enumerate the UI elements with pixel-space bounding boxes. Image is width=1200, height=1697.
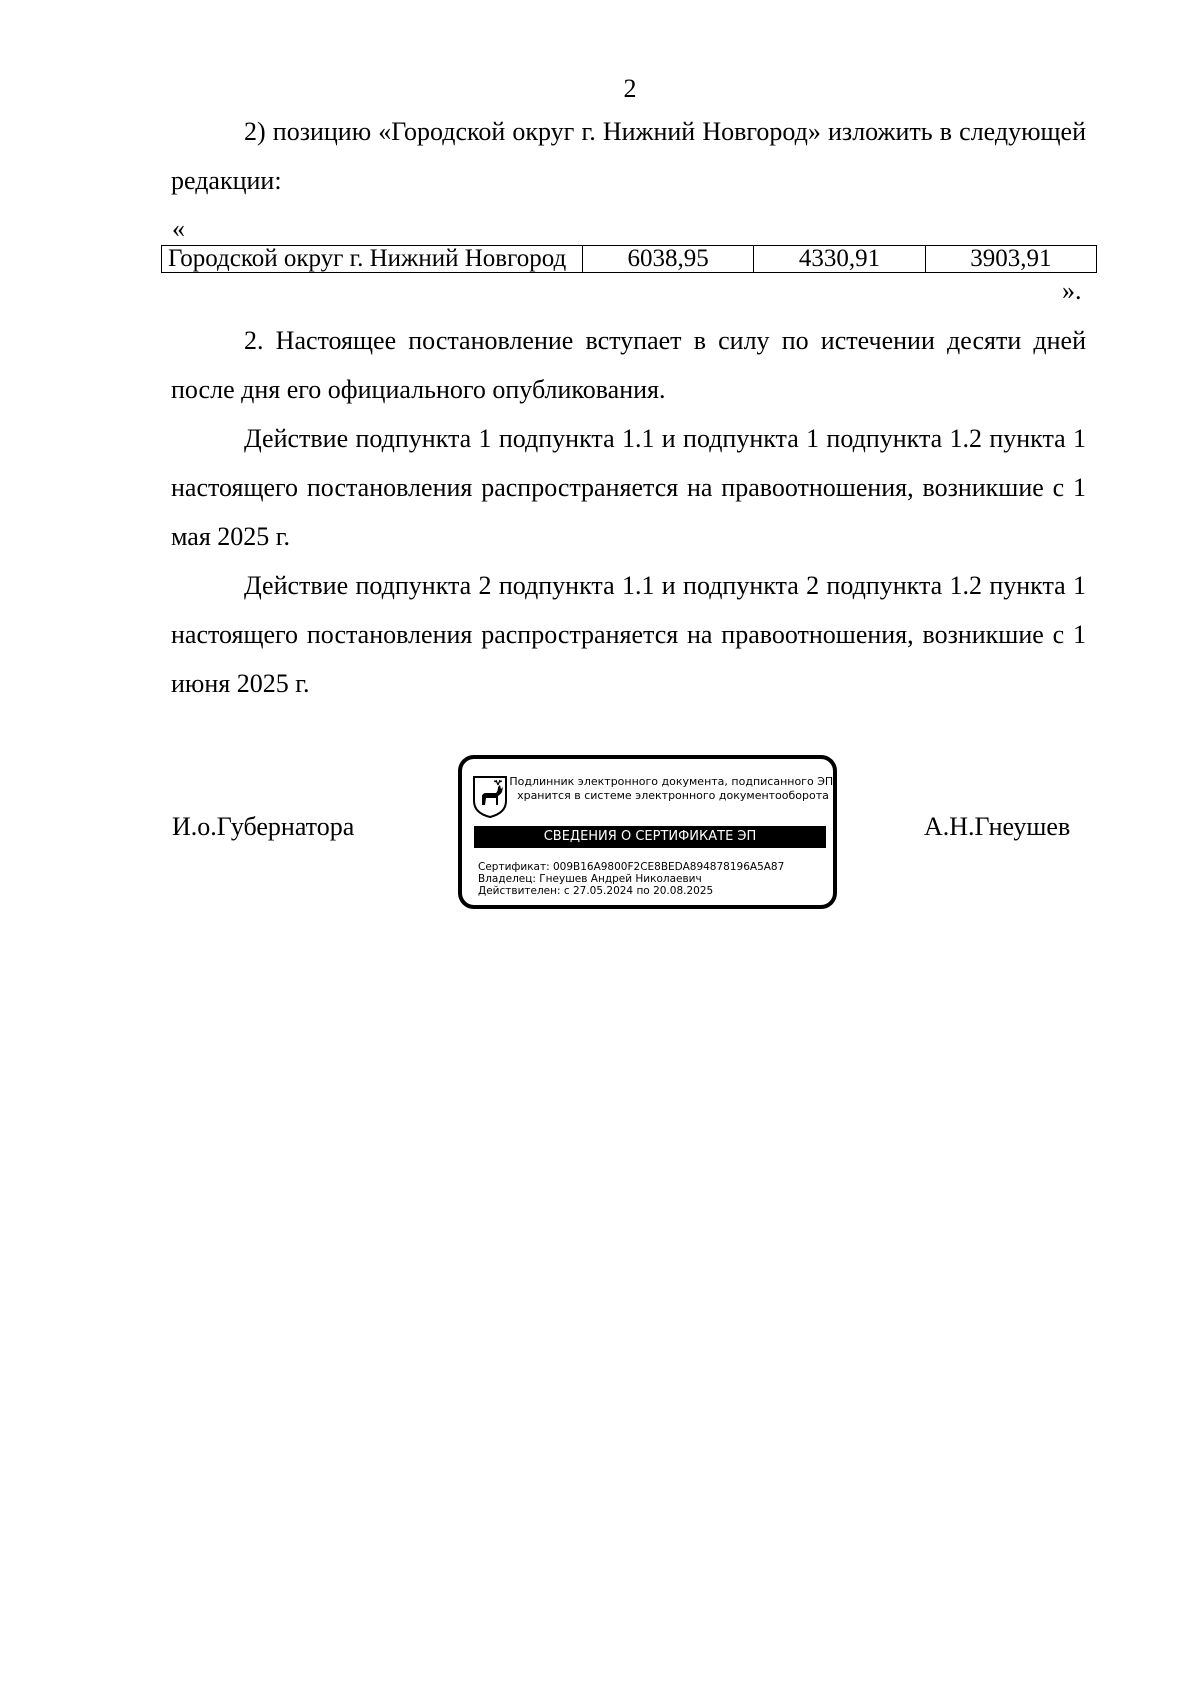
table-cell-value-3: 3903,91: [925, 246, 1096, 273]
paragraph-june: Действие подпункта 2 подпункта 1.1 и подпункта 2 подпункта 1.2 пункта 1 настоящего постановления распространяется на правоотношения, возникшие с 1 июня 2025 г.: [171, 571, 1086, 698]
deer-coat-of-arms-icon: [472, 775, 508, 819]
stamp-certificate-band: СВЕДЕНИЯ О СЕРТИФИКАТЕ ЭП: [474, 826, 826, 848]
stamp-header-line-1: Подлинник электронного документа, подписанного ЭП,: [509, 775, 837, 788]
stamp-certificate: Сертификат: 009B16A9800F2CE8BEDA894878196A5A87: [478, 861, 785, 873]
position-table: [161, 245, 1097, 273]
item-2-text: 2) позицию «Городской округ г. Нижний Новгород» изложить в следующей редакции:: [171, 117, 1086, 195]
table-cell-name: Городской округ г. Нижний Новгород: [162, 246, 583, 273]
stamp-header-line-2: хранится в системе электронного документооборота: [517, 789, 829, 802]
stamp-owner: Владелец: Гнеушев Андрей Николаевич: [478, 873, 702, 885]
table-cell-value-2: 4330,91: [754, 246, 925, 273]
electronic-signature-stamp: [458, 755, 837, 909]
page-number: 2: [623, 74, 637, 103]
paragraph-may: Действие подпункта 1 подпункта 1.1 и подпункта 1 подпункта 1.2 пункта 1 настоящего постановления распространяется на правоотношения, возникшие с 1 мая 2025 г.: [171, 424, 1086, 551]
quote-close: ».: [1062, 276, 1082, 305]
signer-name: А.Н.Гнеушев: [924, 812, 1071, 841]
table-row: [162, 246, 1097, 273]
stamp-header: [508, 775, 838, 803]
signer-title: И.о.Губернатора: [172, 812, 355, 841]
stamp-validity: Действителен: с 27.05.2024 по 20.08.2025: [478, 885, 714, 897]
table-cell-value-1: 6038,95: [583, 246, 754, 273]
quote-open: «: [172, 214, 185, 243]
paragraph-effective-date: 2. Настоящее постановление вступает в силу по истечении десяти дней после дня его официального опубликования.: [171, 326, 1086, 404]
stamp-details: [478, 861, 784, 897]
